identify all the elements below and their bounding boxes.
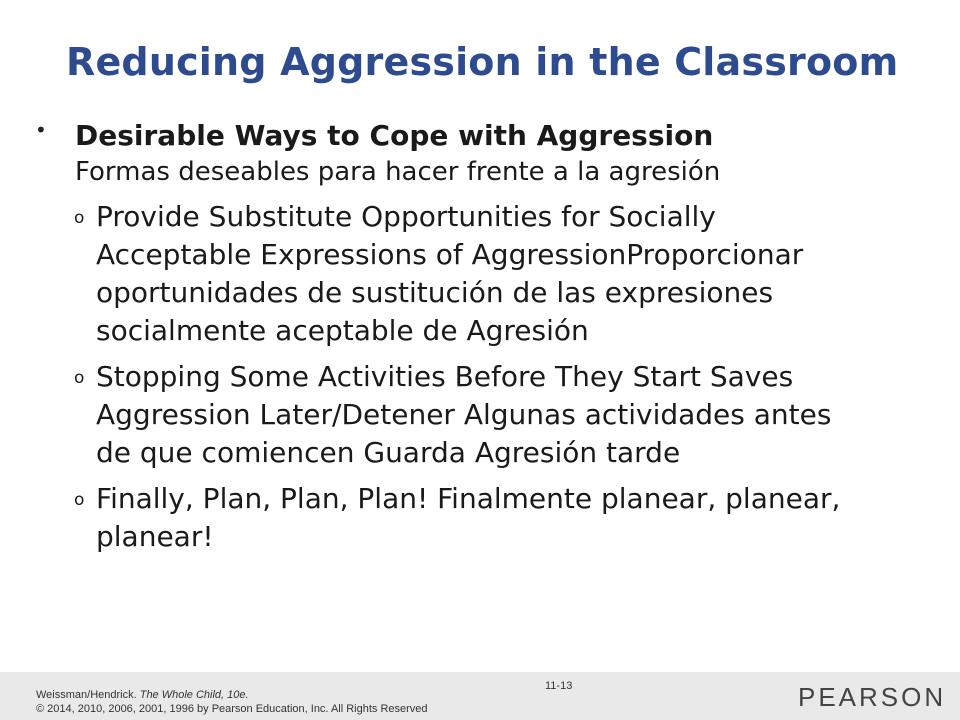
sub-bullet-text: Finally, Plan, Plan, Plan! Finalmente planear, planear, planear! — [96, 482, 841, 553]
slide-title: Reducing Aggression in the Classroom — [66, 40, 899, 84]
sub-bullet-text: Provide Substitute Opportunities for Socially Acceptable Expressions of AggressionProporcionar oportunidades de sustitución de las expresiones socialmente aceptable de Agresión — [96, 200, 804, 347]
footer-authors: Weissman/Hendrick. — [36, 689, 140, 701]
bullet-dot-icon: • — [35, 118, 47, 142]
sub-bullet-item — [74, 358, 856, 472]
sub-bullet-list — [0, 198, 960, 556]
footer-copyright: © 2014, 2010, 2006, 2001, 1996 by Pearson Education, Inc. All Rights Reserved — [36, 703, 428, 715]
pearson-logo: PEARSON — [798, 682, 947, 712]
circle-bullet-icon: o — [74, 490, 85, 510]
bullet-subheading: Formas deseables para hacer frente a la agresión — [75, 157, 721, 187]
main-bullet — [35, 118, 895, 190]
slide-footer — [0, 672, 960, 720]
footer-credit-line — [36, 688, 428, 702]
footer-book-title: The Whole Child, 10e. — [139, 689, 249, 701]
sub-bullet-text: Stopping Some Activities Before They Start Saves Aggression Later/Detener Algunas actividades antes de que comiencen Guarda Agresión tarde — [96, 360, 832, 469]
sub-bullet-item — [74, 198, 856, 350]
bullet-heading: Desirable Ways to Cope with Aggression — [75, 119, 714, 152]
sub-bullet-item — [74, 480, 856, 556]
footer-credit — [36, 688, 428, 716]
circle-bullet-icon: o — [74, 368, 85, 388]
circle-bullet-icon: o — [74, 208, 85, 228]
slide-content — [0, 118, 960, 564]
page-number: 11-13 — [545, 680, 573, 692]
